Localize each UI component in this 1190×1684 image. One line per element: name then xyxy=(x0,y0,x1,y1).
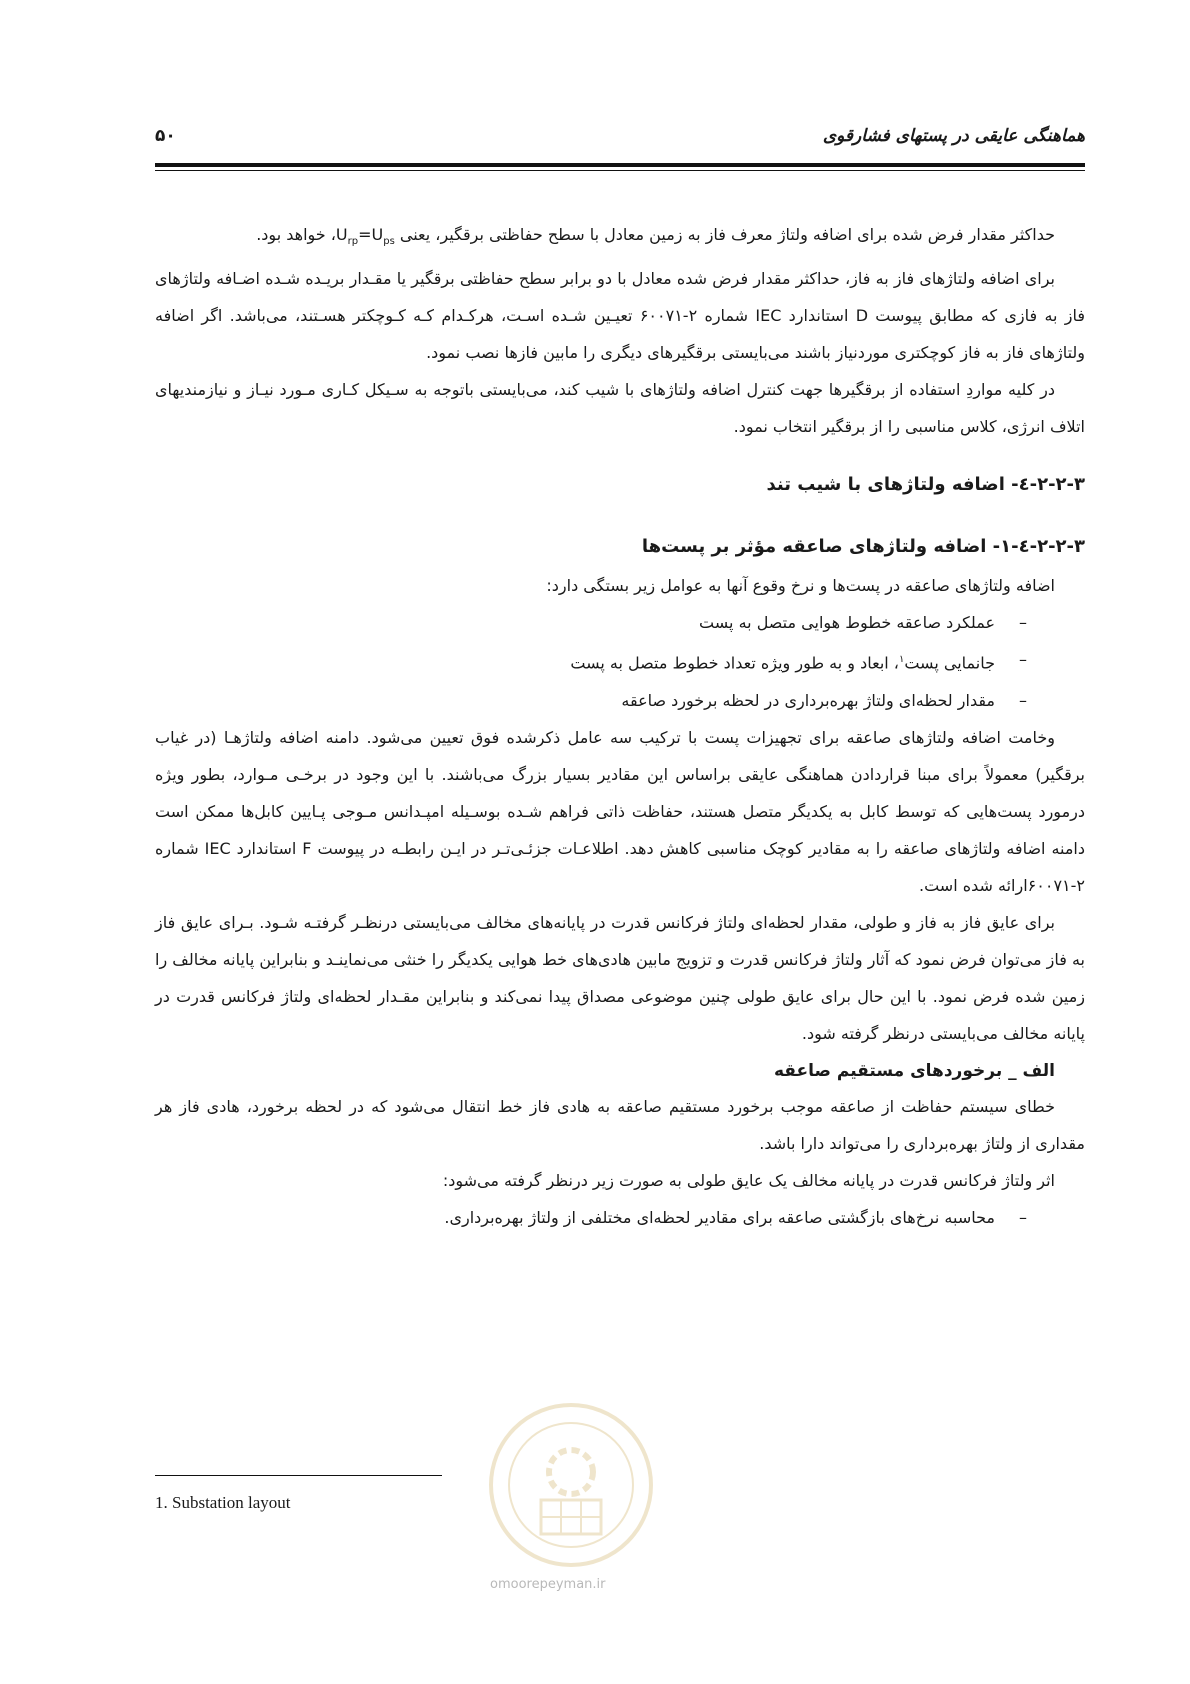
paragraph-3: در کلیه مواردِ استفاده از برقگیرها جهت کنترل اضافه ولتاژهای با شیب کند، می‌بایستی باتوجه به سـیکل کـاری مـورد نیـاز و نیازمندیهای اتلاف انرژی، کلاس مناسبی را از برقگیر انتخاب نمود. xyxy=(155,380,1085,437)
list-item-text: محاسبه نرخ‌های بازگشتی صاعقه برای مقادیر لحظه‌ای مختلفی از ولتاژ بهره‌برداری. xyxy=(444,1207,995,1227)
footnote-marker: ۱ xyxy=(898,654,905,666)
p1-symbol-2: U xyxy=(371,225,384,244)
header-rule-thin xyxy=(155,170,1085,171)
page-header xyxy=(155,126,1085,154)
paragraph-2: برای اضافه ولتاژهای فاز به فاز، حداکثر مقدار فرض شده معادل با دو برابر سطح حفاظتی برقگیر یا مقـدار بریـده شـده اضـافه ولتاژهای فاز به فازی که مطابق پیوست D استاندارد IEC شماره ۲-۶۰۰۷۱ تعیـین شـده اسـت، هرکـدام کـه کـوچکتر هسـتند، می‌باشد. اگر اضافه ولتاژهای فاز به فاز کوچکتری موردنیاز باشند می‌بایستی برقگیرهای دیگری را مابین فازها نصب نمود. xyxy=(155,269,1086,363)
section-heading-1: ۲-۲-۳-٤- اضافه ولتاژهای با شیب تند xyxy=(766,474,1085,496)
section-heading-2: ۲-۲-۳-٤-۱- اضافه ولتاژهای صاعقه مؤثر بر پست‌ها xyxy=(641,536,1085,558)
p1-subscript-2: ps xyxy=(383,236,395,248)
factor-list xyxy=(155,604,1085,718)
header-rule-thick xyxy=(155,163,1085,167)
dash-marker: – xyxy=(1019,650,1027,670)
list-item-text: جانمایی پست xyxy=(904,653,995,673)
footnote: 1. Substation layout xyxy=(155,1493,291,1512)
p1-symbol: U xyxy=(335,225,348,244)
p1-text: حداکثر مقدار فرض شده برای اضافه ولتاژ معرف فاز به زمین معادل با سطح حفاظتی برقگیر، یعنی xyxy=(394,225,1055,244)
list-item-text: مقدار لحظه‌ای ولتاژ بهره‌برداری در لحظه برخورد صاعقه xyxy=(621,690,995,710)
list-item xyxy=(155,1199,1055,1236)
watermark-site: omoorepeyman.ir xyxy=(490,1577,606,1592)
dash-marker: – xyxy=(1019,1207,1027,1227)
page-number: ۵۰ xyxy=(155,126,176,146)
effect-list xyxy=(155,1199,1085,1236)
watermark-seal-icon xyxy=(486,1400,656,1570)
list-item xyxy=(155,641,1055,681)
footnote-rule xyxy=(155,1475,442,1476)
p1-equals: = xyxy=(358,225,372,244)
list-item-text-rest: ، ابعاد و به طور ویژه تعداد خطوط متصل به پست xyxy=(570,653,899,673)
paragraph-5: وخامت اضافه ولتاژهای صاعقه برای تجهیزات پست با ترکیب سه عامل ذکرشده فوق تعیین می‌شود. دامنه اضافه ولتاژهـا (در غیاب برقگیر) معمولاً برای مبنا قراردادن هماهنگی عایقی براساس این مقادیر بسیار بزرگ می‌باشند. با این وجود در برخـی مـوارد، بطور ویژه درمورد پست‌هایی که توسط کابل به یکدیگر متصل هستند، حفاظت ذاتی فراهم شـده بوسـیله امپـدانس مـوجی پـایین کابل‌ها ممکن است دامنه اضافه ولتاژهای صاعقه را به مقادیر کوچک مناسبی کاهش دهد. اطلاعـات جزئـی‌تـر در ایـن رابطـه در پیوست F استاندارد IEC شماره ۲-۶۰۰۷۱ارائه شده است. xyxy=(155,727,1086,895)
list-item-text: عملکرد صاعقه خطوط هوایی متصل به پست xyxy=(699,613,995,633)
paragraph-6: برای عایق فاز به فاز و طولی، مقدار لحظه‌ای ولتاژ فرکانس قدرت در پایانه‌های مخالف می‌بایستی درنظـر گرفتـه شـود. بـرای عایق فاز به فاز می‌توان فرض نمود که آثار ولتاژ فرکانس قدرت و تزویج مابین هادی‌های خط هوایی یکدیگر را خنثی می‌نماینـد و بنابراین پایانه مخالف را زمین شده فرض نمود. با این حال برای عایق طولی چنین موضوعی مصداق پیدا نمی‌کند و بنابراین مقـدار لحظه‌ای ولتاژ فرکانس قدرت در پایانه مخالف می‌بایستی درنظر گرفته شود. xyxy=(155,912,1085,1043)
dash-marker: – xyxy=(1019,690,1027,710)
paragraph-8: اثر ولتاژ فرکانس قدرت در پایانه مخالف یک عایق طولی به صورت زیر درنظر گرفته می‌شود: xyxy=(442,1170,1055,1190)
paragraph-4: اضافه ولتاژهای صاعقه در پست‌ها و نرخ وقوع آنها به عوامل زیر بستگی دارد: xyxy=(546,576,1055,596)
body-content xyxy=(155,216,1085,1236)
paragraph-7: خطای سیستم حفاظت از صاعقه موجب برخورد مستقیم صاعقه به هادی فاز خط انتقال می‌شود که در لحظه برخورد، هادی فاز هر مقداری از ولتاژ بهره‌برداری را می‌تواند دارا باشد. xyxy=(155,1096,1085,1153)
dash-marker: – xyxy=(1019,613,1027,633)
subsection-heading: الف _ برخوردهای مستقیم صاعقه xyxy=(774,1060,1055,1081)
list-item xyxy=(155,682,1055,719)
running-title: هماهنگی عایقی در پستهای فشارقوی xyxy=(822,126,1085,146)
p1-text-end: ، خواهد بود. xyxy=(256,225,336,244)
p1-subscript: rp xyxy=(347,236,359,248)
list-item xyxy=(155,604,1055,641)
paragraph-1 xyxy=(155,216,1085,260)
